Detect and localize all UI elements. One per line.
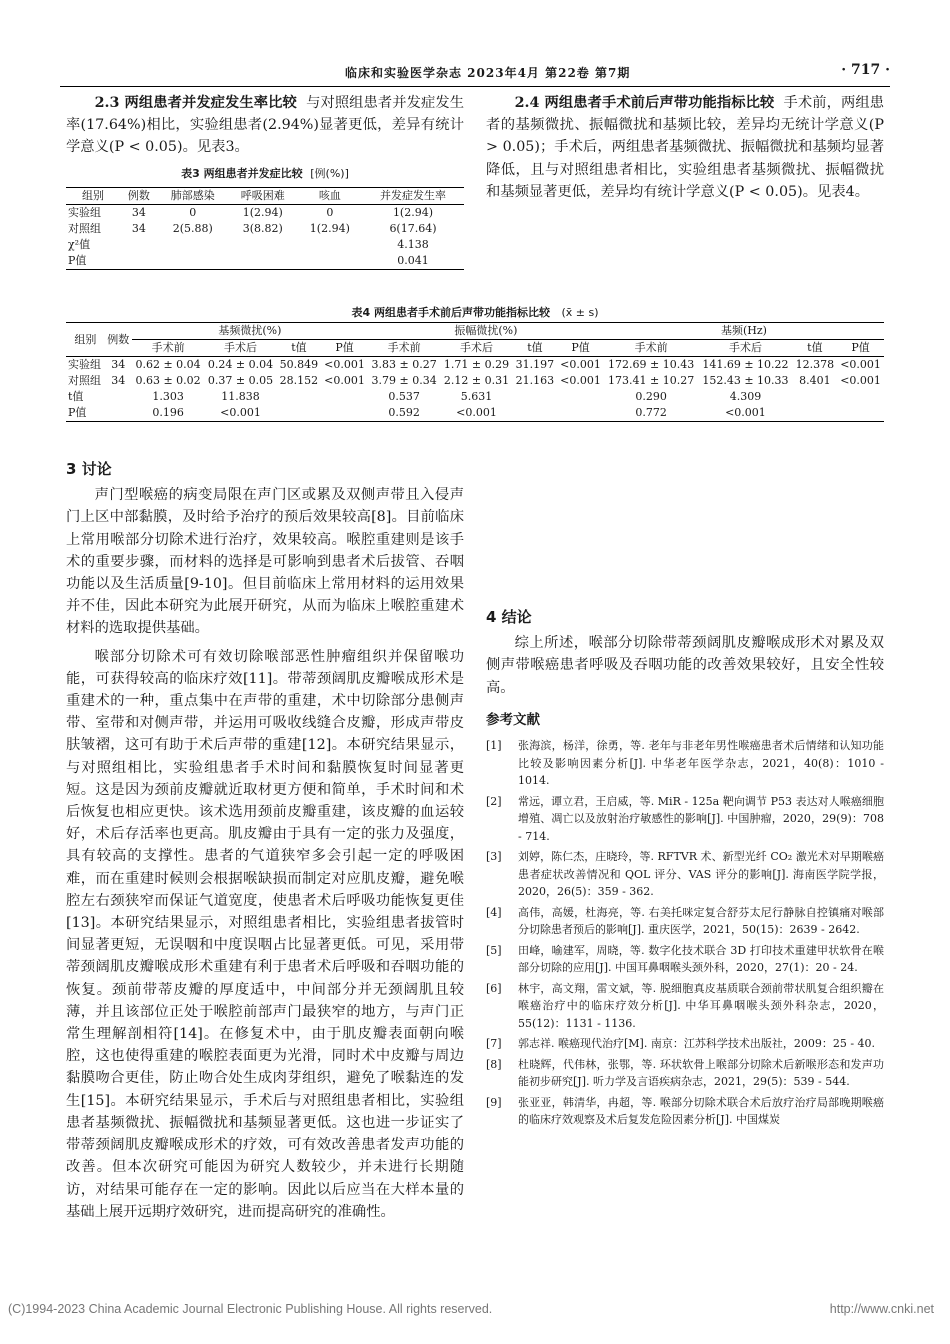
reference-text: 刘婷，陈仁杰，庄晓玲，等. RFTVR 术、新型光纤 CO₂ 激光术对早期喉癌患者症状改善情况和 QOL 评分、VAS 评分的影响[J]. 海南医学院学报，2020，26(5)：359 - 362.: [518, 850, 884, 899]
table4-cell: [105, 389, 132, 405]
table3-col: 呼吸困难: [228, 187, 298, 204]
table4-row: [66, 357, 884, 374]
table4-cell: 34: [111, 358, 126, 371]
table4-subcol: 手术后: [440, 340, 512, 357]
table4-cell: 0.537: [388, 390, 420, 403]
table3-cell: 34: [131, 205, 146, 219]
table3-col: 例数: [120, 187, 158, 204]
section-2-3-text: 与对照组患者并发症发生率(17.64%)相比，实验组患者(2.94%)显著更低，差异有统计学意义(P < 0.05)。见表3。: [66, 95, 465, 156]
table4-cell: 141.69 ± 10.22: [702, 358, 789, 371]
table4-cell: 3.83 ± 0.27: [371, 358, 437, 371]
table4-cell: 2.12 ± 0.31: [443, 374, 510, 387]
table3-cell: [228, 237, 298, 253]
discussion-p2: 喉部分切除术可有效切除喉部恶性肿瘤组织并保留喉功能，可获得较高的临床疗效[11]。带蒂颈阔肌皮瓣喉成形术是重建术的一种，重点集中在声带的重建，术中切除部分患侧声带、室带和对侧声带，并运用可吸收线缝合皮瓣，形成声带皮肤皱褶，这可有助于术后声带的重建[12]。本研究结果显示，与对照组相比，实验组患者手术时间和黏膜恢复时间显著更短。这是因为颈前皮瓣就近取材更方便和简单，手术时间和术后恢复也相应更快。该术选用颈前皮瓣重建，该皮瓣的血运较好，术后存活率也更高。肌皮瓣由于具有一定的张力及强度，具有较高的支撑性。患者的气道狭窄多会引起一定的呼吸困难，而在重建时候则会根据喉缺损而制定对应肌皮瓣，避免喉腔左右颈狭窄而保证气道宽度，使患者术后呼吸功能恢复更佳[13]。本研究结果显示，对照组患者相比，实验组患者拔管时间显著更短，无误咽和中度误咽占比显著更低。可见，采用带蒂颈阔肌皮瓣喉成形术重建有利于患者术后呼吸和吞咽功能的恢复。颈前带蒂皮瓣的厚度适中，中间部分并无颈阔肌且较薄，并且该部位正处于喉腔前部声门最狭窄的地方，与声门正常生理解剖相符[14]。在修复术中，由于肌皮瓣表面朝向喉腔，这也使得重建的喉腔表面更为光滑，同时术中皮瓣与周边黏膜吻合更佳，防止吻合处生成肉芽组织，避免了喉黏连的发生[15]。本研究结果显示，手术后与对照组患者相比，实验组患者基频微扰、振幅微扰和基频显著更低。这也进一步证实了带蒂颈阔肌皮瓣喉成形术的疗效，可有效改善患者发声功能的改善。但本次研究可能因为研究人数较少，并未进行长期随访，对结果可能存在一定的影响。因此以后应当在大样本量的基础上展开远期疗效研究，进而提高研究的准确性。: [66, 648, 464, 1220]
table3-cell: 4.138: [397, 237, 429, 251]
table3-col: 肺部感染: [158, 187, 228, 204]
table4-cell: 5.631: [460, 390, 493, 403]
table3-col: 并发症发生率: [362, 187, 464, 204]
table4-subcol: P值: [321, 340, 368, 357]
section-2-4-text: 手术前，两组患者的基频微扰、振幅微扰和基频比较，差异均无统计学意义(P > 0.05)；手术后，两组患者基频微扰、振幅微扰和基频均显著降低，且与对照组患者相比，实验组患者基频微扰、振幅微扰和基频显著更低，差异均有统计学意义(P < 0.05)。见表4。: [486, 95, 885, 200]
table4-subcol: P值: [837, 340, 884, 357]
table3-col: 组别: [66, 187, 120, 204]
reference-text: 田峰，喻建军，周晓，等. 数字化技术联合 3D 打印技术重建甲状软骨在喉部分切除的应用[J]. 中国耳鼻咽喉头颈外科，2020，27(1)：20 - 24.: [518, 943, 884, 975]
reference-item: [486, 1056, 884, 1091]
table3: [66, 187, 464, 270]
reference-number: [8]: [486, 1057, 502, 1071]
table4-cell: 0.63 ± 0.02: [135, 374, 201, 387]
table4-block: [66, 300, 884, 422]
table4-subcol: P值: [557, 340, 604, 357]
table4-cell: 34: [111, 374, 126, 387]
table3-cell: 1(2.94): [309, 221, 350, 235]
table4-cell: [513, 389, 557, 405]
table3-cell: [298, 253, 362, 270]
table4-cell: 152.43 ± 10.33: [702, 374, 789, 387]
table4-cell: [321, 389, 368, 405]
reference-number: [7]: [486, 1037, 502, 1051]
table4: [66, 322, 884, 422]
table4-cell: <0.001: [698, 405, 792, 422]
table3-cell: P值: [66, 253, 120, 270]
page-number: · 717 ·: [841, 62, 890, 78]
table3-cell: [158, 237, 228, 253]
table3-cell: [120, 253, 158, 270]
reference-item: [486, 848, 884, 901]
table4-subcol: 手术后: [698, 340, 792, 357]
table4-cell: 3.79 ± 0.34: [371, 374, 437, 387]
table4-cell: [557, 405, 604, 422]
reference-item: [486, 1035, 884, 1053]
table4-cell: 1.303: [152, 390, 184, 403]
table4-cell: <0.001: [440, 405, 512, 422]
reference-item: [486, 1094, 884, 1129]
table3-cell: [228, 253, 298, 270]
table4-group-header: 组别: [66, 323, 105, 357]
table4-group: 基频(Hz): [604, 323, 884, 340]
table3-cell: 0.041: [362, 253, 464, 270]
table4-cell: <0.001: [324, 374, 365, 387]
header-rule: [60, 86, 890, 87]
table4-cell: 0.37 ± 0.05: [207, 374, 274, 387]
discussion-p1: 声门型喉癌的病变局限在声门区或累及双侧声带且入侵声门上区中部黏膜，及时给予治疗的预后效果较高[8]。目前临床上常用喉部分切除术进行治疗，效果较高。喉腔重建则是该手术的重要步骤，而材料的选择是可影响到患者术后拔管、吞咽功能以及生活质量[9-10]。但目前临床上常用材料的运用效果并不佳，因此本研究为此展开研究，从而为临床上喉腔重建术材料的选取提供基础。: [66, 487, 464, 637]
reference-number: [2]: [486, 794, 502, 808]
section-2-3: [66, 92, 464, 270]
table3-row: [66, 204, 464, 221]
table4-cell: [793, 405, 837, 422]
table4-cell: [277, 389, 321, 405]
reference-item: [486, 980, 884, 1033]
table4-subcol: 手术后: [204, 340, 276, 357]
table3-cell: χ²值: [68, 237, 91, 251]
table3-cell: 34: [131, 221, 146, 235]
table4-cell: <0.001: [840, 374, 881, 387]
section-2-4-heading: 2.4 两组患者手术前后声带功能指标比较: [514, 95, 775, 111]
conclusion-column: [486, 600, 884, 1132]
footer-url: http://www.cnki.net: [829, 1302, 934, 1316]
table4-cell: 对照组: [68, 374, 101, 387]
table4-row: [66, 373, 884, 389]
table4-cell: 0.24 ± 0.04: [207, 358, 274, 371]
table4-cell: P值: [66, 405, 105, 422]
reference-number: [4]: [486, 905, 502, 919]
table4-cell: 11.838: [221, 390, 260, 403]
running-header: [60, 62, 890, 84]
table3-row: [66, 237, 464, 253]
conclusion-text: 综上所述，喉部分切除带蒂颈阔肌皮瓣喉成形术对累及双侧声带喉癌患者呼吸及吞咽功能的改善效果较好，且安全性较高。: [486, 635, 884, 696]
table4-cell: 0.290: [635, 390, 667, 403]
reference-item: [486, 737, 884, 790]
table3-cell: 1(2.94): [392, 205, 434, 219]
reference-text: 张海滨，杨洋，徐勇，等. 老年与非老年男性喉癌患者术后情绪和认知功能比较及影响因素分析[J]. 中华老年医学杂志，2021，40(8)：1010 - 1014.: [518, 739, 884, 788]
table4-cell: [513, 405, 557, 422]
table4-n-header: 例数: [105, 323, 132, 357]
table4-caption: 表4 两组患者手术前后声带功能指标比较 (x̄ ± s): [351, 306, 599, 319]
conclusion-heading: 4 结论: [486, 608, 532, 626]
reference-number: [1]: [486, 739, 502, 753]
section-2-3-heading: 2.3 两组患者并发症发生率比较: [94, 95, 297, 111]
table4-cell: <0.001: [324, 358, 365, 371]
table4-cell: <0.001: [840, 358, 881, 371]
table4-cell: [837, 405, 884, 422]
table4-subcol: t值: [277, 340, 321, 357]
reference-text: 杜晓辉，代伟林，张鄂，等. 环状软骨上喉部分切除术后新喉形态和发声功能初步研究[J]. 听力学及言语疾病杂志，2021，29(5)：539 - 544.: [518, 1057, 884, 1089]
reference-list: [486, 737, 884, 1129]
reference-number: [5]: [486, 943, 502, 957]
reference-number: [6]: [486, 981, 502, 995]
table3-cell: [120, 237, 158, 253]
table4-cell: 50.849: [279, 358, 319, 371]
table4-cell: [793, 389, 837, 405]
references-heading: 参考文献: [486, 711, 540, 728]
table3-cell: 0: [326, 205, 334, 219]
reference-number: [3]: [486, 850, 502, 864]
table4-row: [66, 389, 884, 405]
table4-subcol: t值: [513, 340, 557, 357]
journal-info: 临床和实验医学杂志 2023年4月 第22卷 第7期: [345, 66, 631, 80]
reference-item: [486, 793, 884, 846]
table4-cell: [837, 389, 884, 405]
table4-group: 基频微扰(%): [132, 323, 368, 340]
table4-cell: [105, 405, 132, 422]
table4-cell: [277, 405, 321, 422]
table4-cell: [557, 389, 604, 405]
table4-cell: 实验组: [68, 358, 101, 371]
table3-cell: 实验组: [68, 205, 101, 219]
table3-cell: [298, 237, 362, 253]
table3-col: 咳血: [298, 187, 362, 204]
table3-row: [66, 221, 464, 237]
table4-cell: <0.001: [560, 374, 601, 387]
table4-cell: 31.197: [515, 358, 555, 371]
table3-cell: 1(2.94): [242, 205, 283, 219]
table4-group: 振幅微扰(%): [368, 323, 604, 340]
table3-cell: 0: [189, 205, 197, 219]
table3-cell: 2(5.88): [172, 221, 213, 235]
reference-number: [9]: [486, 1095, 502, 1109]
reference-text: 常远，谭立君，王启威，等. MiR - 125a 靶向调节 P53 表达对人喉癌细胞增殖、凋亡以及放射治疗敏感性的影响[J]. 中国肿瘤，2020，29(9)：708 - 714.: [518, 794, 884, 843]
table4-cell: 28.152: [279, 374, 319, 387]
reference-item: [486, 942, 884, 977]
table4-cell: t值: [68, 390, 84, 403]
table4-cell: 172.69 ± 10.43: [608, 358, 695, 371]
table3-caption: 表3 两组患者并发症比较 [例(%)]: [181, 166, 349, 180]
reference-item: [486, 904, 884, 939]
table4-cell: 0.62 ± 0.04: [135, 358, 201, 371]
table3-row: [66, 253, 464, 270]
discussion-column: [66, 452, 464, 1223]
table4-subcol: 手术前: [368, 340, 440, 357]
copyright: (C)1994-2023 China Academic Journal Electronic Publishing House. All rights reserved.: [8, 1302, 493, 1316]
table4-subcol: t值: [793, 340, 837, 357]
table4-cell: 1.71 ± 0.29: [443, 358, 510, 371]
reference-text: 高伟，高媛，杜海亮，等. 右美托咪定复合舒芬太尼行静脉自控镇痛对喉部分切除患者预后的影响[J]. 重庆医学，2021，50(15)：2639 - 2642.: [518, 905, 884, 937]
table4-cell: <0.001: [204, 405, 276, 422]
table4-cell: [321, 405, 368, 422]
table4-cell: 0.592: [368, 405, 440, 422]
table3-cell: 对照组: [68, 221, 101, 235]
table3-cell: [158, 253, 228, 270]
section-2-4: [486, 92, 884, 203]
table3-cell: 6(17.64): [389, 221, 437, 235]
reference-text: 郭志祥. 喉癌现代治疗[M]. 南京：江苏科学技术出版社，2009：25 - 40.: [518, 1037, 876, 1051]
table3-cell: 3(8.82): [242, 221, 283, 235]
table4-cell: 8.401: [799, 374, 831, 387]
table4-cell: 12.378: [795, 358, 835, 371]
table4-cell: 4.309: [729, 390, 762, 403]
table4-subcol: 手术前: [604, 340, 698, 357]
reference-text: 林宇，高文翔，雷文斌，等. 脱细胞真皮基质联合颈前带状肌复合组织瓣在喉癌治疗中的临床疗效分析[J]. 中华耳鼻咽喉头颈外科杂志，2020，55(12)：1131 - 1136.: [518, 981, 884, 1030]
table4-cell: 0.196: [132, 405, 204, 422]
table4-cell: <0.001: [560, 358, 601, 371]
table4-cell: 173.41 ± 10.27: [608, 374, 695, 387]
table4-cell: 21.163: [515, 374, 555, 387]
table4-row: [66, 405, 884, 422]
discussion-heading: 3 讨论: [66, 460, 112, 478]
table4-subcol: 手术前: [132, 340, 204, 357]
reference-text: 张亚亚，韩清华，冉超，等. 喉部分切除术联合术后放疗治疗局部晚期喉癌的临床疗效观察及术后复发危险因素分析[J]. 中国煤炭: [518, 1095, 884, 1127]
table4-cell: 0.772: [604, 405, 698, 422]
